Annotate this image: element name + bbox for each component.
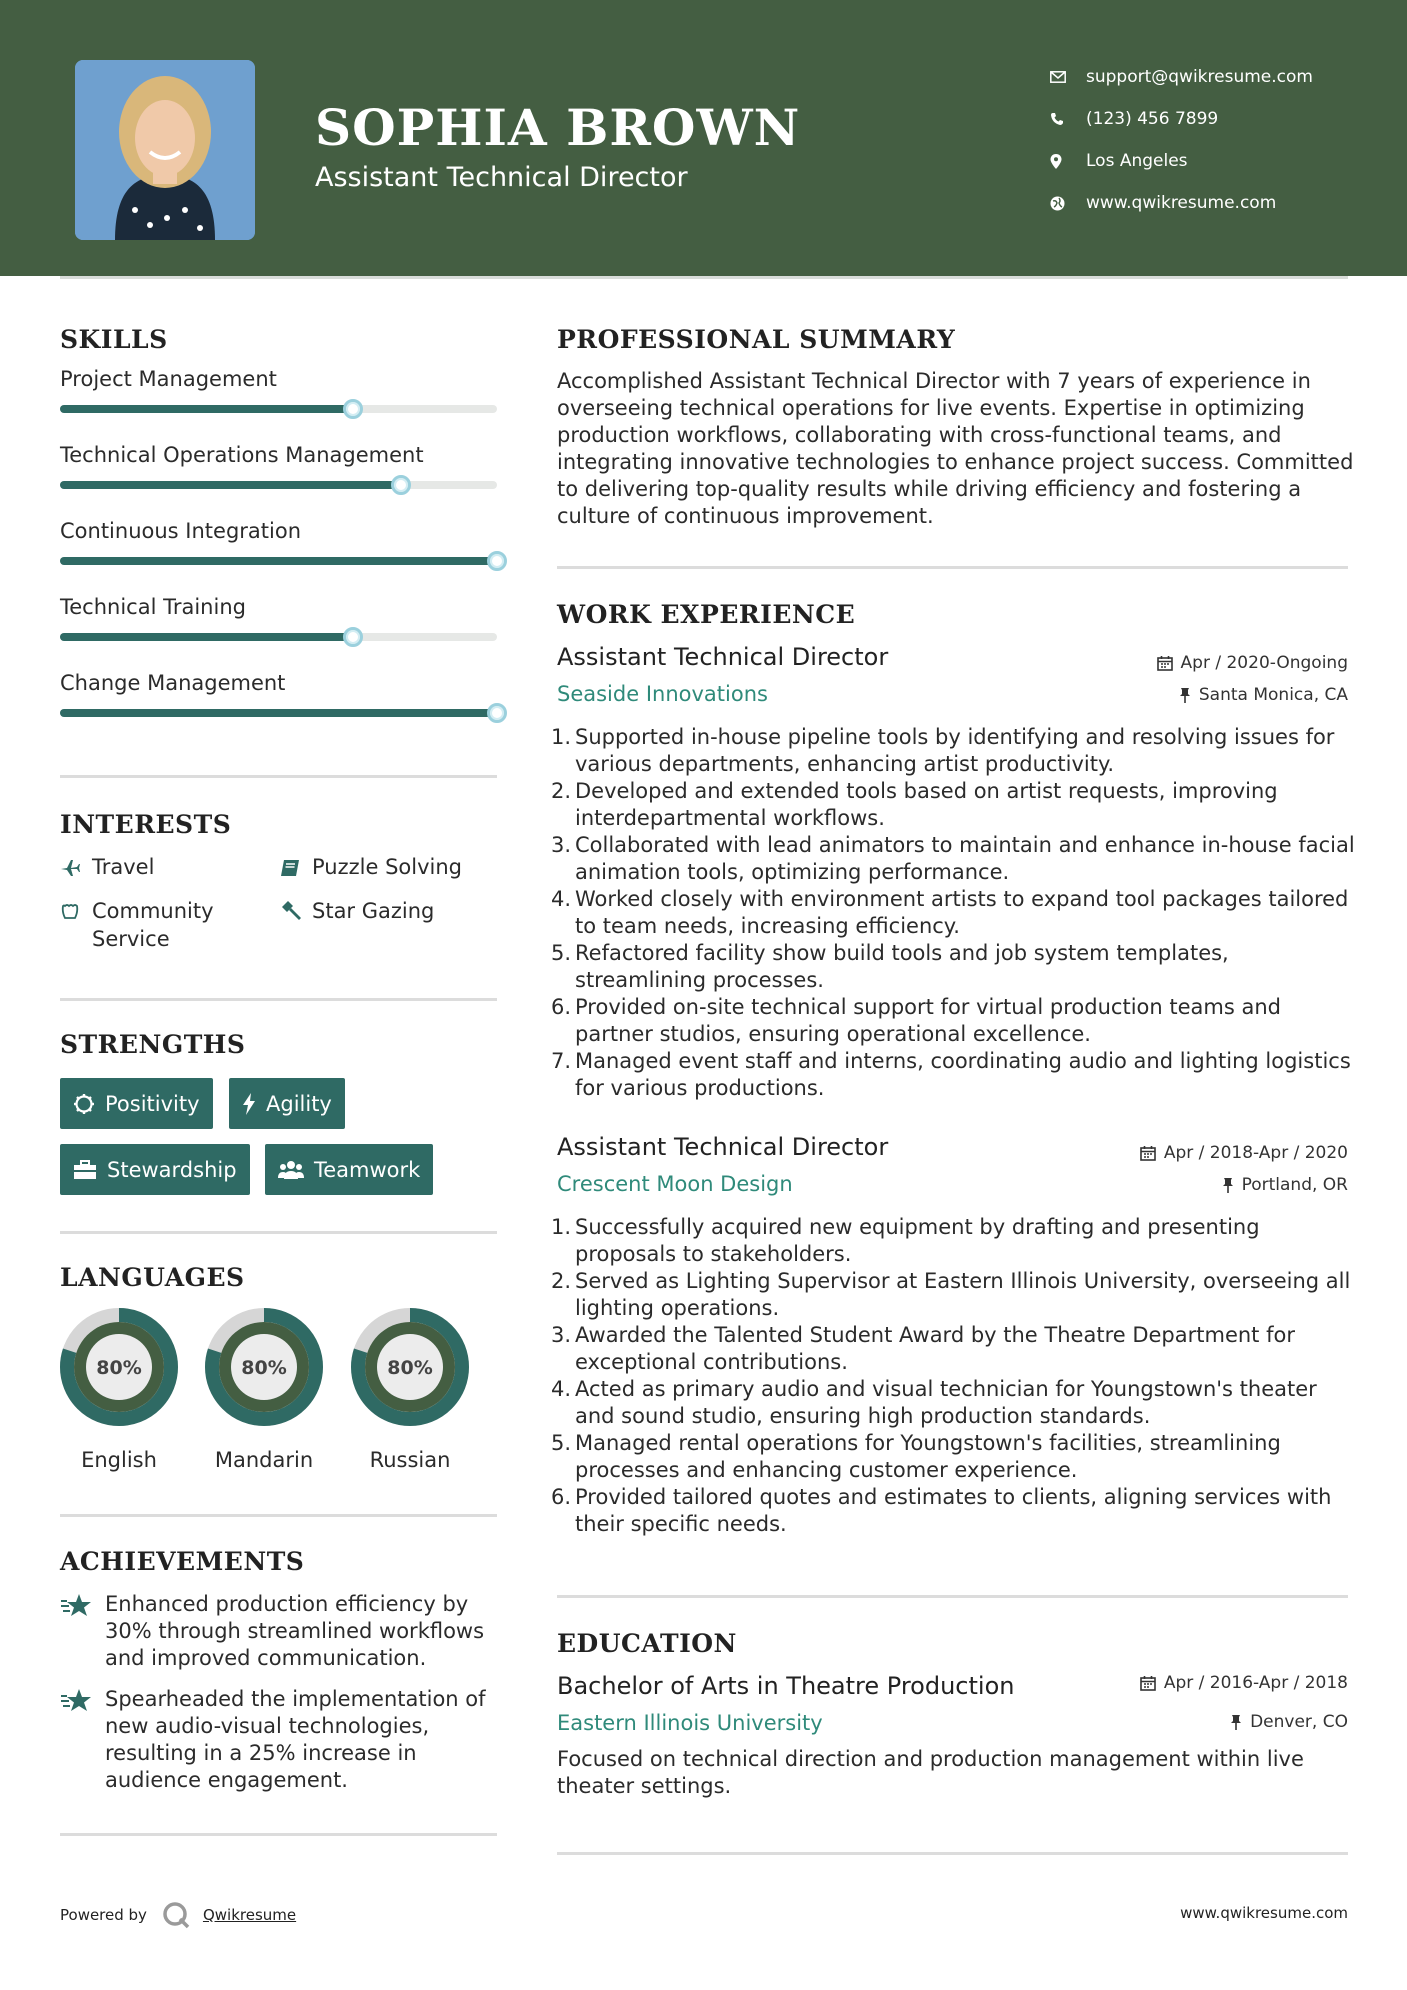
- footer-website[interactable]: www.qwikresume.com: [1180, 1904, 1348, 1922]
- skill-bar-knob: [343, 399, 363, 419]
- summary-text: Accomplished Assistant Technical Director with 7 years of experience in overseeing technical operations for live events. Expertise in optimizing production workflows, collaborating with cross-functional teams, and integrating innovative technologies to enhance project success. Committed to delivering top-quality results while driving efficiency and fostering a culture of continuous improvement.: [557, 369, 1354, 528]
- contact-email[interactable]: [1050, 56, 1313, 98]
- language-percent: 80%: [96, 1357, 142, 1379]
- job-dates-text: Apr / 2018-Apr / 2020: [1163, 1143, 1348, 1163]
- job-dates: [1157, 653, 1348, 673]
- skill-bar-fill: [60, 633, 353, 641]
- interest-item-travel: [60, 853, 270, 884]
- envelope-icon: [1050, 71, 1086, 83]
- bullet-text: Managed event staff and interns, coordinating audio and lighting logistics for various productions.: [575, 1049, 1351, 1100]
- phone-icon: [1050, 112, 1086, 126]
- header-banner: [0, 0, 1407, 276]
- list-item: 6. Provided tailored quotes and estimates to clients, aligning services with their specific needs.: [551, 1485, 1332, 1536]
- bullet-text: Awarded the Talented Student Award by the Theatre Department for exceptional contributions.: [575, 1323, 1295, 1374]
- education-dates-text: Apr / 2016-Apr / 2018: [1163, 1673, 1348, 1693]
- users-icon: [278, 1160, 304, 1180]
- skill-label: Continuous Integration: [60, 519, 301, 543]
- interest-label: Community Service: [92, 899, 214, 951]
- list-item: 6. Provided on-site technical support for virtual production teams and partner studios, ensuring operational excellence.: [551, 995, 1281, 1046]
- skill-bar-knob: [487, 551, 507, 571]
- skill-label: Project Management: [60, 367, 277, 391]
- language-ring: [58, 1306, 180, 1428]
- contact-phone-text: (123) 456 7899: [1086, 109, 1219, 129]
- book-icon: [280, 853, 312, 884]
- job-title: Assistant Technical Director: [557, 1133, 889, 1161]
- bullet-text: Acted as primary audio and visual technician for Youngstown's theater and sound studio, ensuring high production standards.: [575, 1377, 1317, 1428]
- job-dates: [1140, 1143, 1348, 1163]
- gear-icon: [73, 1093, 95, 1115]
- languages-title: LANGUAGES: [60, 1263, 245, 1292]
- qwikresume-logo-icon: [161, 1900, 191, 1930]
- skill-bar-knob: [343, 627, 363, 647]
- education-location: [1230, 1712, 1348, 1732]
- language-ring: [203, 1306, 325, 1428]
- language-percent: 80%: [387, 1357, 433, 1379]
- list-item: 3. Collaborated with lead animators to maintain and enhance in-house facial animation tools, optimizing performance.: [551, 833, 1355, 884]
- calendar-icon: [1157, 655, 1173, 671]
- language-label: English: [81, 1448, 157, 1472]
- strength-chip-teamwork: [265, 1144, 433, 1195]
- strength-label: Stewardship: [107, 1157, 237, 1182]
- list-item: 4. Acted as primary audio and visual technician for Youngstown's theater and sound studio, ensuring high production standards.: [551, 1377, 1317, 1428]
- calendar-icon: [1140, 1675, 1156, 1691]
- company-name: Crescent Moon Design: [557, 1172, 793, 1196]
- contact-email-text[interactable]: support@qwikresume.com: [1086, 67, 1313, 87]
- skill-bar-fill: [60, 557, 497, 565]
- language-item-russian: [349, 1306, 471, 1472]
- interest-item-stargazing: [280, 897, 500, 928]
- language-label: Mandarin: [214, 1448, 314, 1472]
- bolt-icon: [242, 1093, 256, 1115]
- list-item: 2. Served as Lighting Supervisor at Eastern Illinois University, overseeing all lighting operations.: [551, 1269, 1351, 1320]
- experience-title: WORK EXPERIENCE: [557, 600, 856, 629]
- section-divider: [60, 1514, 497, 1517]
- powered-by-label: Powered by: [60, 1906, 147, 1924]
- job-location: [1179, 685, 1348, 705]
- skill-bar-fill: [60, 481, 401, 489]
- strength-chip-stewardship: [60, 1144, 250, 1195]
- star-icon: [60, 1686, 105, 1794]
- bullet-text: Successfully acquired new equipment by drafting and presenting proposals to stakeholders.: [575, 1215, 1260, 1266]
- list-item: 2. Developed and extended tools based on artist requests, improving interdepartmental workflows.: [551, 779, 1278, 830]
- skill-bar-fill: [60, 405, 353, 413]
- hand-icon: [60, 897, 92, 953]
- strength-chip-positivity: [60, 1078, 213, 1129]
- list-item: 1. Supported in-house pipeline tools by identifying and resolving issues for various departments, enhancing artist productivity.: [551, 725, 1335, 776]
- list-item: 3. Awarded the Talented Student Award by the Theatre Department for exceptional contributions.: [551, 1323, 1295, 1374]
- bullet-text: Served as Lighting Supervisor at Eastern Illinois University, overseeing all lighting operations.: [575, 1269, 1351, 1320]
- skills-title: SKILLS: [60, 325, 168, 354]
- skill-item: [60, 367, 497, 413]
- list-item: 1. Successfully acquired new equipment by drafting and presenting proposals to stakeholders.: [551, 1215, 1260, 1266]
- qwikresume-link[interactable]: Qwikresume: [202, 1906, 297, 1924]
- job-location: [1222, 1175, 1348, 1195]
- interest-label: Travel: [92, 855, 155, 879]
- list-item: 4. Worked closely with environment artists to expand tool packages tailored to team needs, increasing efficiency.: [551, 887, 1349, 938]
- interest-item-community: [60, 897, 260, 953]
- achievement-item: [60, 1591, 500, 1672]
- skill-bar-knob: [487, 703, 507, 723]
- list-item: 5. Refactored facility show build tools and job system templates, streamlining processes.: [551, 941, 1229, 992]
- language-item-english: [58, 1306, 180, 1472]
- job-dates-text: Apr / 2020-Ongoing: [1180, 653, 1348, 673]
- bullet-text: Worked closely with environment artists to expand tool packages tailored to team needs, increasing efficiency.: [575, 887, 1349, 938]
- language-percent: 80%: [241, 1357, 287, 1379]
- language-item-mandarin: [203, 1306, 325, 1472]
- globe-icon: [1050, 196, 1086, 211]
- bullet-text: Refactored facility show build tools and job system templates, streamlining processes.: [575, 941, 1229, 992]
- skill-bar: [60, 481, 497, 489]
- bullet-text: Managed rental operations for Youngstown's facilities, streamlining processes and enhancing customer experience.: [575, 1431, 1281, 1482]
- bullet-text: Provided on-site technical support for virtual production teams and partner studios, ensuring operational excellence.: [575, 995, 1281, 1046]
- strength-label: Positivity: [105, 1091, 200, 1116]
- list-item: 7. Managed event staff and interns, coordinating audio and lighting logistics for various productions.: [551, 1049, 1351, 1100]
- interest-label: Star Gazing: [312, 899, 435, 923]
- education-location-text: Denver, CO: [1250, 1712, 1348, 1732]
- skill-bar-fill: [60, 709, 497, 717]
- pushpin-icon: [1230, 1714, 1242, 1730]
- bullet-text: Developed and extended tools based on artist requests, improving interdepartmental workflows.: [575, 779, 1278, 830]
- bullet-text: Supported in-house pipeline tools by identifying and resolving issues for various departments, enhancing artist productivity.: [575, 725, 1335, 776]
- contact-list: [1050, 56, 1313, 224]
- header-divider: [60, 276, 1348, 279]
- achievement-text: Spearheaded the implementation of new audio-visual technologies, resulting in a 25% increase in audience engagement.: [105, 1687, 486, 1792]
- section-divider: [557, 1852, 1348, 1855]
- language-label: Russian: [369, 1448, 451, 1472]
- job-title: Assistant Technical Director: [557, 643, 889, 671]
- skill-bar: [60, 633, 497, 641]
- skill-label: Technical Operations Management: [60, 443, 424, 467]
- company-name: Seaside Innovations: [557, 682, 768, 706]
- degree-title: Bachelor of Arts in Theatre Production: [557, 1672, 1015, 1700]
- skill-item: [60, 519, 497, 565]
- achievement-item: [60, 1686, 500, 1794]
- skill-bar: [60, 557, 497, 565]
- section-divider: [60, 1833, 497, 1836]
- interest-item-puzzle: [280, 853, 500, 884]
- language-ring: [349, 1306, 471, 1428]
- section-divider: [60, 775, 497, 778]
- skill-item: [60, 671, 497, 717]
- achievements-title: ACHIEVEMENTS: [60, 1547, 305, 1576]
- section-divider: [557, 566, 1348, 569]
- profile-photo: [75, 60, 255, 240]
- education-text: Focused on technical direction and production management within live theater settings.: [557, 1747, 1304, 1798]
- calendar-icon: [1140, 1145, 1156, 1161]
- map-pin-icon: [1050, 154, 1086, 169]
- skill-item: [60, 443, 497, 489]
- star-icon: [60, 1591, 105, 1672]
- candidate-name: SOPHIA BROWN: [315, 98, 801, 157]
- footer-powered-by: [60, 1900, 296, 1930]
- education-dates: [1140, 1673, 1348, 1693]
- job-bullets: [551, 1214, 1357, 1538]
- skill-item: [60, 595, 497, 641]
- gavel-icon: [280, 897, 312, 928]
- section-divider: [60, 998, 497, 1001]
- contact-website-text[interactable]: www.qwikresume.com: [1086, 193, 1277, 213]
- contact-phone: [1050, 98, 1313, 140]
- bullet-text: Collaborated with lead animators to maintain and enhance in-house facial animation tools, optimizing performance.: [575, 833, 1355, 884]
- skill-bar: [60, 405, 497, 413]
- candidate-role: Assistant Technical Director: [315, 162, 688, 193]
- strength-label: Agility: [266, 1091, 332, 1116]
- summary-title: PROFESSIONAL SUMMARY: [557, 325, 956, 354]
- list-item: 5. Managed rental operations for Youngstown's facilities, streamlining processes and enhancing customer experience.: [551, 1431, 1281, 1482]
- bullet-text: Provided tailored quotes and estimates to clients, aligning services with their specific needs.: [575, 1485, 1332, 1536]
- job-bullets: [551, 724, 1357, 1102]
- skill-label: Change Management: [60, 671, 286, 695]
- school-name: Eastern Illinois University: [557, 1711, 823, 1735]
- skill-bar-knob: [391, 475, 411, 495]
- briefcase-icon: [73, 1160, 97, 1180]
- pushpin-icon: [1179, 687, 1191, 703]
- interest-label: Puzzle Solving: [312, 855, 462, 879]
- skill-bar: [60, 709, 497, 717]
- strengths-title: STRENGTHS: [60, 1030, 246, 1059]
- plane-icon: [60, 853, 92, 884]
- contact-website[interactable]: [1050, 182, 1313, 224]
- achievement-text: Enhanced production efficiency by 30% through streamlined workflows and improved communication.: [105, 1592, 485, 1670]
- strength-chip-agility: [229, 1078, 345, 1129]
- interests-title: INTERESTS: [60, 810, 232, 839]
- section-divider: [557, 1595, 1348, 1598]
- section-divider: [60, 1231, 497, 1234]
- skill-label: Technical Training: [60, 595, 246, 619]
- job-location-text: Santa Monica, CA: [1198, 685, 1348, 705]
- job-location-text: Portland, OR: [1241, 1175, 1348, 1195]
- contact-location-text: Los Angeles: [1086, 151, 1188, 171]
- strength-label: Teamwork: [314, 1157, 421, 1182]
- education-title: EDUCATION: [557, 1629, 737, 1658]
- pushpin-icon: [1222, 1177, 1234, 1193]
- contact-location: [1050, 140, 1313, 182]
